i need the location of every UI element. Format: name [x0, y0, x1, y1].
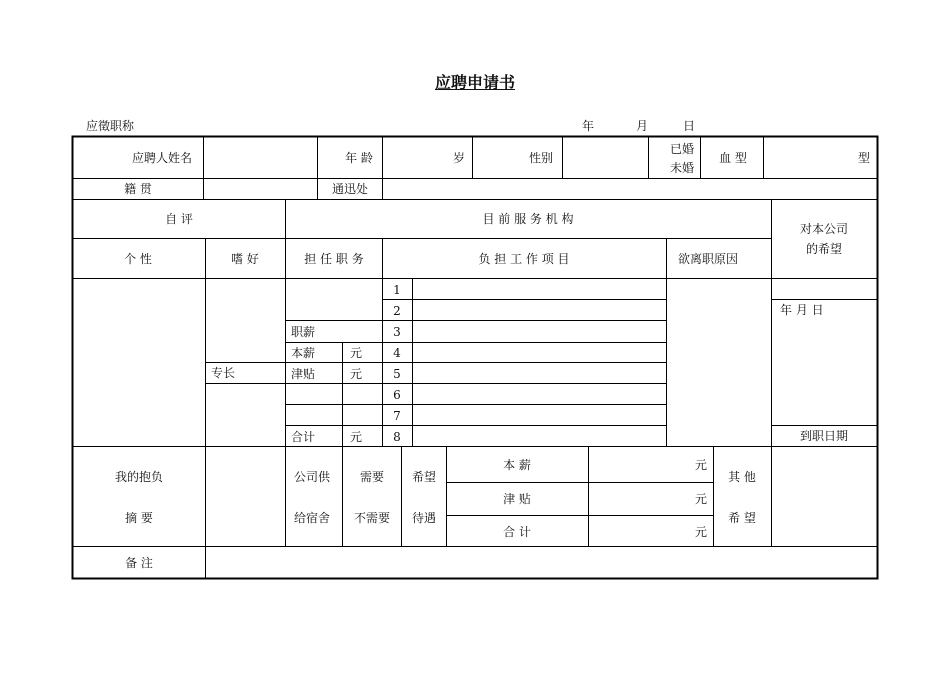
blood-type-unit: 型	[857, 151, 871, 165]
expected-allowance-label: 津 贴	[503, 492, 531, 506]
hope-label: 希 望	[728, 511, 756, 525]
header-month-label: 月	[635, 119, 649, 133]
position-applied-label: 应徵职称	[86, 119, 135, 133]
hope-treatment-label-1: 希望	[411, 470, 437, 484]
hobby-label: 嗜 好	[231, 252, 259, 266]
blood-type-label: 血 型	[719, 151, 747, 165]
gender-label: 性别	[528, 151, 554, 165]
header-day-label: 日	[682, 119, 696, 133]
married-option: 已婚	[669, 142, 695, 156]
leave-reason-label: 欲离职原因	[677, 252, 739, 266]
address-label: 通迅处	[331, 182, 369, 196]
work-row-number: 6	[393, 388, 401, 402]
yuan-unit: 元	[694, 458, 707, 472]
expected-total-label: 合 计	[503, 525, 531, 539]
dorm-label-1: 公司供	[293, 470, 331, 484]
current-organization-label: 目 前 服 务 机 构	[482, 212, 574, 226]
expected-base-salary-label: 本 薪	[503, 458, 531, 472]
dorm-label-2: 给宿舍	[293, 511, 331, 525]
work-row-number: 8	[393, 430, 401, 444]
yuan-unit: 元	[694, 525, 707, 539]
total-label: 合计	[291, 430, 316, 444]
header-year-label: 年	[581, 119, 595, 133]
personality-label: 个 性	[124, 252, 152, 266]
yuan-unit: 元	[349, 430, 363, 444]
applicant-name-label: 应聘人姓名	[131, 151, 193, 165]
age-unit: 岁	[452, 151, 466, 165]
work-row-number: 3	[393, 325, 401, 339]
page-title: 应聘申请书	[434, 73, 515, 92]
start-date-label: 到职日期	[799, 429, 849, 443]
work-row-number: 7	[393, 409, 401, 423]
ambition-label: 我的抱负	[114, 470, 164, 484]
remarks-label: 备 注	[125, 556, 153, 570]
work-row-number: 2	[393, 304, 401, 318]
dorm-no-need-option: 不需要	[353, 511, 391, 525]
hope-company-label-1: 对本公司	[799, 222, 849, 236]
unmarried-option: 未婚	[669, 161, 695, 175]
hope-company-label-2: 的希望	[805, 242, 843, 256]
dorm-need-option: 需要	[359, 470, 385, 484]
work-row-number: 5	[393, 367, 401, 381]
work-items-label: 负 担 工 作 项 目	[478, 252, 570, 266]
summary-label: 摘 要	[125, 511, 153, 525]
base-salary-label: 本薪	[291, 346, 316, 360]
yuan-unit: 元	[349, 346, 363, 360]
age-label: 年 龄	[345, 151, 373, 165]
work-row-number: 1	[393, 283, 401, 297]
specialty-label: 专长	[211, 366, 236, 380]
yuan-unit: 元	[349, 367, 363, 381]
yuan-unit: 元	[694, 492, 707, 506]
duty-label: 担 任 职 务	[304, 252, 364, 266]
other-label: 其 他	[728, 470, 756, 484]
work-row-number: 4	[393, 346, 401, 360]
hope-treatment-label-2: 待遇	[411, 511, 437, 525]
self-evaluation-label: 自 评	[165, 212, 193, 226]
salary-label: 职薪	[291, 325, 316, 339]
date-ymd-label: 年 月 日	[780, 303, 824, 317]
origin-label: 籍 贯	[124, 182, 152, 196]
allowance-label: 津贴	[291, 367, 316, 381]
